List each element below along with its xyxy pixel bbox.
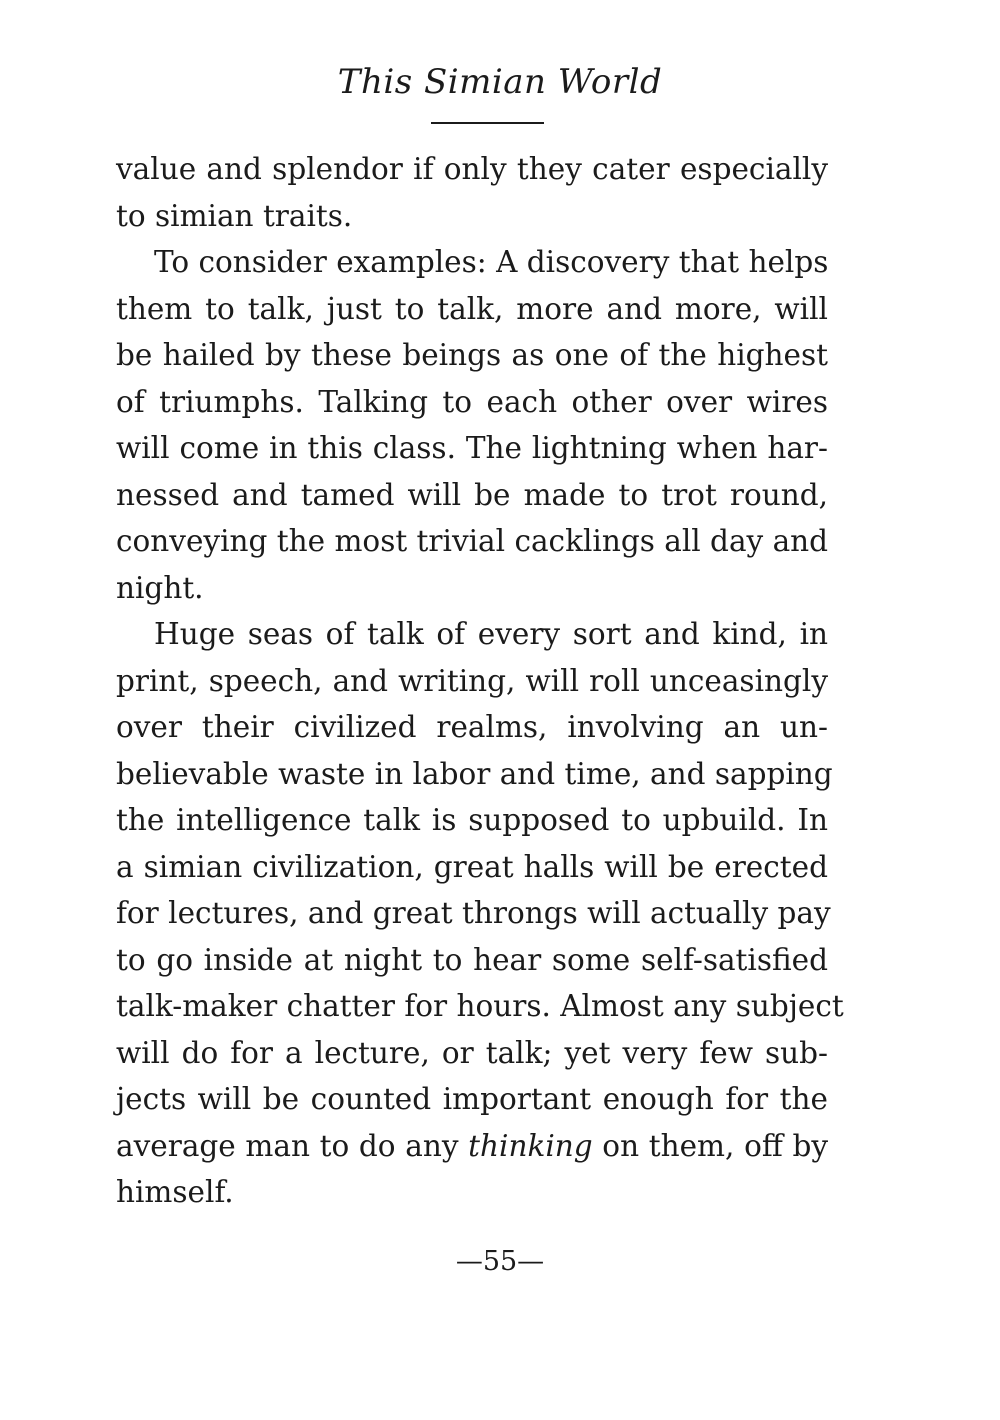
text-line: the intelligence talk is supposed to upbuild. In	[116, 803, 828, 837]
text-line: jects will be counted important enough for the	[116, 1082, 828, 1116]
running-head-rule	[431, 122, 544, 124]
emphasis-word: thinking	[468, 1128, 593, 1163]
text-line: himself.	[116, 1175, 234, 1209]
emphasis-before: average man to do any	[116, 1128, 469, 1163]
page-number: —55—	[455, 1246, 545, 1277]
text-line: them to talk, just to talk, more and more, will	[116, 291, 828, 326]
text-line: a simian civilization, great halls will be erected	[116, 849, 828, 884]
text-line-emphasis	[116, 1123, 828, 1170]
text-line: value and splendor if only they cater especially	[116, 152, 828, 186]
text-line: be hailed by these beings as one of the highest	[116, 338, 828, 372]
text-line: will come in this class. The lightning when har-	[116, 431, 828, 465]
text-line: print, speech, and writing, will roll unceasingly	[116, 663, 828, 698]
text-line: believable waste in labor and time, and sapping	[116, 756, 833, 791]
text-line: of triumphs. Talking to each other over wires	[116, 384, 828, 419]
text-line: to simian traits.	[116, 198, 353, 233]
paragraph-2	[116, 239, 828, 611]
text-line: to go inside at night to hear some self-satisfied	[116, 942, 828, 977]
text-line: To consider examples: A discovery that helps	[154, 245, 829, 279]
running-head: This Simian World	[337, 62, 663, 102]
text-line: over their civilized realms, involving an un-	[116, 710, 828, 744]
text-line: for lectures, and great throngs will actually pay	[116, 896, 831, 930]
text-line: Huge seas of talk of every sort and kind, in	[154, 617, 828, 651]
text-line: nessed and tamed will be made to trot round,	[116, 477, 828, 512]
text-line: talk-maker chatter for hours. Almost any subject	[116, 989, 844, 1023]
emphasis-after: on them, off by	[592, 1128, 828, 1163]
text-line: night.	[116, 570, 204, 605]
text-line: will do for a lecture, or talk; yet very few sub-	[116, 1035, 828, 1070]
paragraph-1	[116, 146, 828, 239]
paragraph-3	[116, 611, 844, 1216]
text-line: conveying the most trivial cacklings all day and	[116, 524, 829, 558]
body-text	[116, 146, 844, 1216]
